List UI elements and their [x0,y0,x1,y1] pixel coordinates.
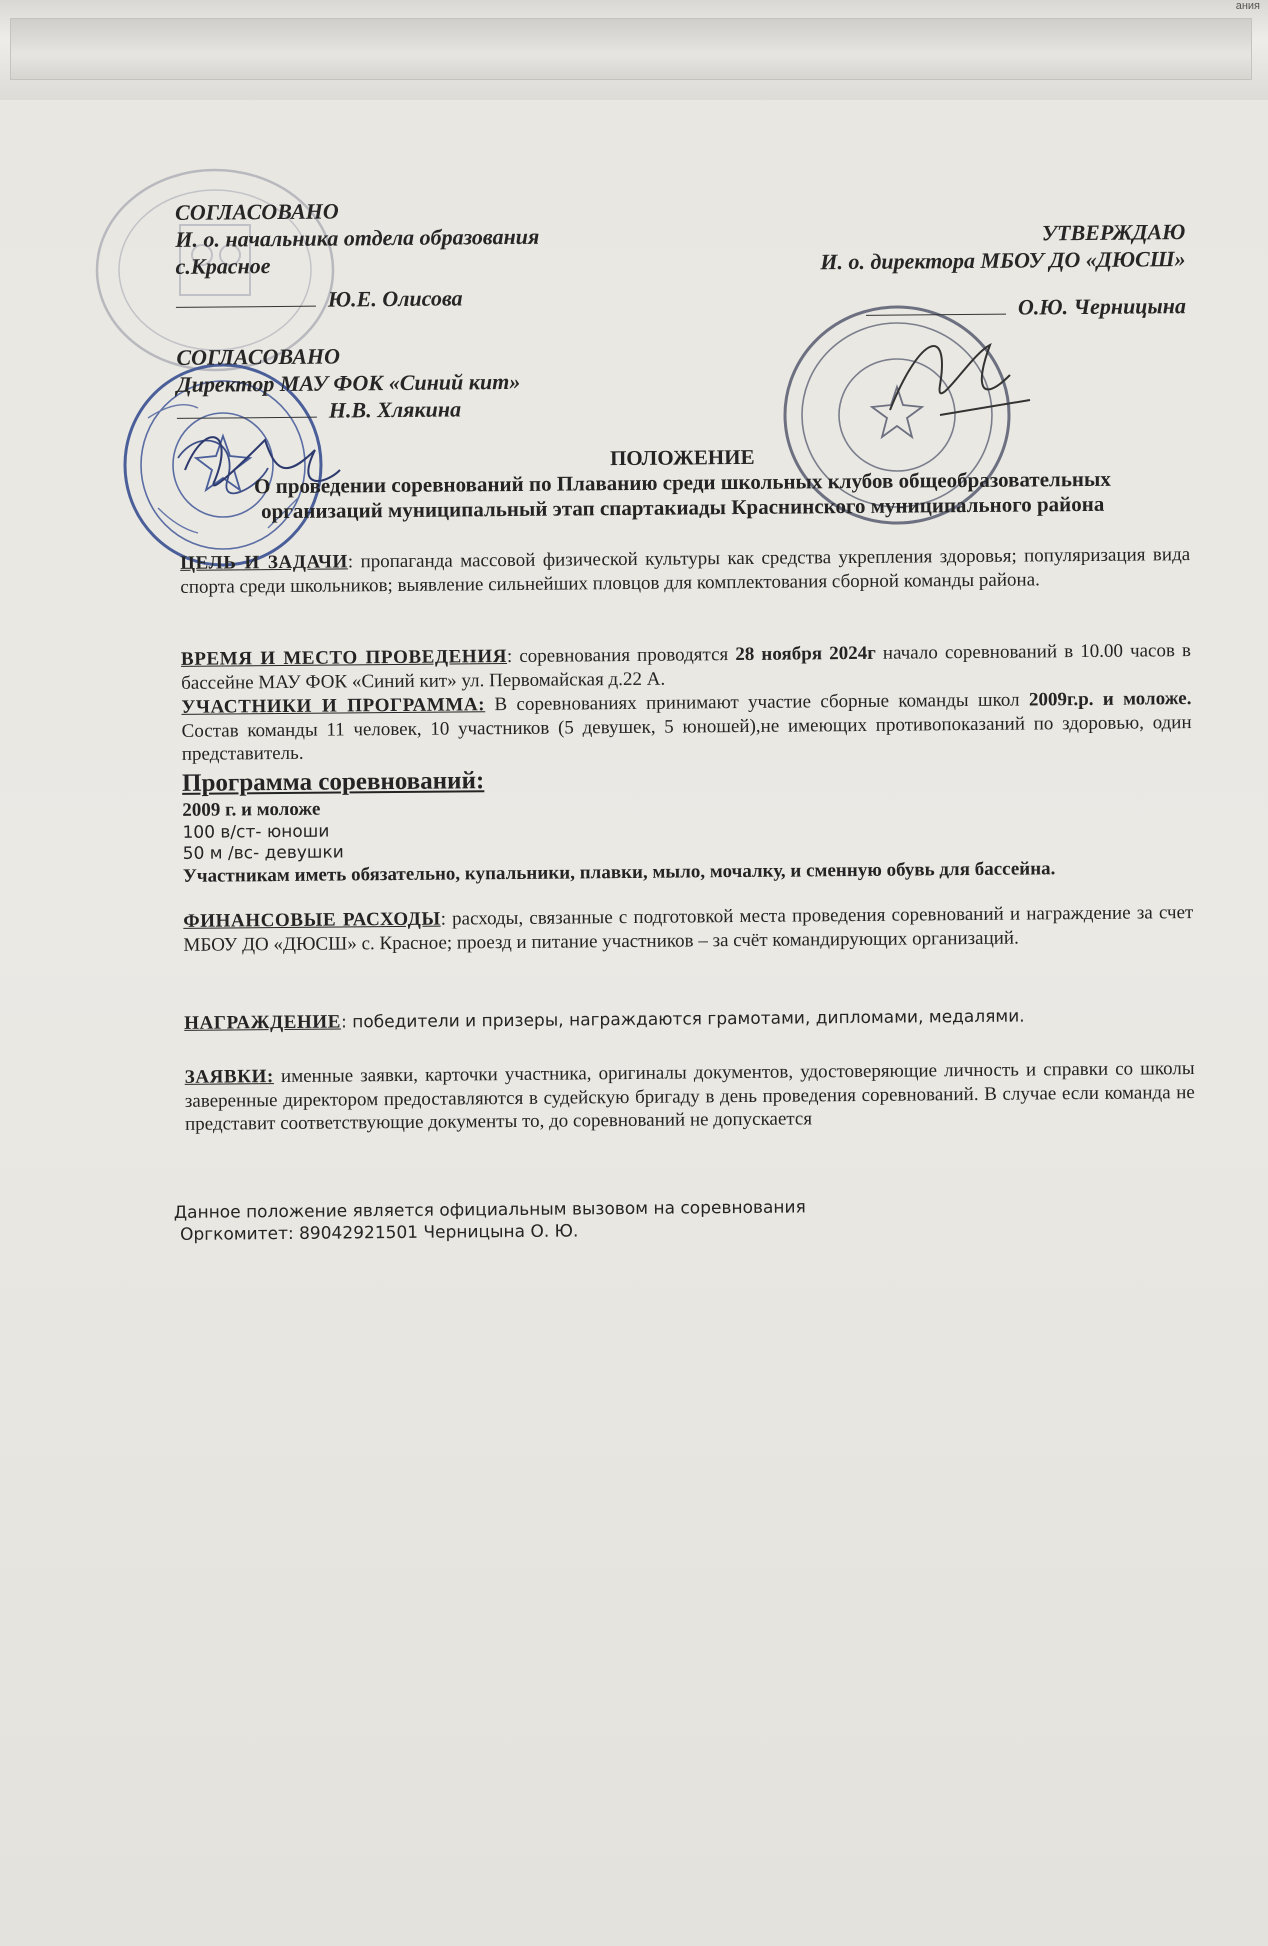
section-time-place [181,639,1191,695]
approval-position: Директор МАУ ФОК «Синий кит» [176,368,521,397]
approval-position: И. о. начальника отдела образования [175,223,540,252]
document-sheet [0,100,1268,1946]
section-text: В соревнованиях принимают участие сборные команды школ [485,689,1030,716]
section-heading: ФИНАНСОВЫЕ РАСХОДЫ [183,908,441,932]
section-finance [183,901,1193,957]
section-participants [181,687,1192,766]
signature-line [177,416,317,418]
signature-line [866,313,1006,315]
section-text: : победители и призеры, награждаются грамотами, дипломами, медалями. [340,1006,1025,1033]
title-heading: ПОЛОЖЕНИЕ [609,444,755,471]
approval-signer: Н.В. Хлякина [328,396,462,423]
event-date: 28 ноября 2024г [735,642,876,666]
approval-position: И. о. директора МБОУ ДО «ДЮСШ» [820,245,1186,275]
footer [174,1196,806,1246]
section-heading: НАГРАЖДЕНИЕ [184,1011,342,1034]
section-text: : расходы, связанные с подготовкой места проведения соревнований и награждение за счет МБОУ ДО «ДЮСШ» с. Красное; проезд и питание участников – за счёт командирующих организаций. [183,902,1194,956]
top-sheet [0,0,1268,101]
approval-signer: Ю.Е. Олисова [327,285,463,313]
approval-label: УТВЕРЖДАЮ [1041,219,1186,246]
section-applications [185,1057,1196,1136]
program-event: 50 м /вс- девушки [182,842,344,864]
document-title [167,441,1198,526]
section-heading: ЦЕЛЬ И ЗАДАЧИ [180,551,348,574]
section-text: : соревнования проводятся [506,644,736,668]
signature-right-icon [880,315,1040,435]
approval-director [765,219,1186,323]
section-program [182,759,1193,888]
corner-text: ания [1235,0,1260,12]
title-line-1: О проведении соревнований по Плаванию среди школьных клубов общеобразовательных [253,466,1111,499]
section-text: начало соревнований в 10.00 часов в бассейне МАУ ФОК «Синий кит» ул. Первомайская д.22 А. [181,640,1192,694]
section-goals [180,543,1190,599]
section-heading: ЗАЯВКИ: [184,1066,274,1088]
footer-line: Данное положение является официальным вызовом на соревнования [173,1197,806,1223]
approval-education-dept [175,197,540,315]
top-sheet-edge [10,18,1252,80]
section-text: : пропаганда массовой физической культуры как средства укрепления здоровья; популяризация вида спорта среди школьников; выявление сильнейших пловцов для комплектования сборной команды района. [180,544,1191,598]
program-event: 100 в/ст- юноши [182,821,330,843]
signature-line [176,306,316,308]
footer-line: Оргкомитет: 89042921501 Черницына О. Ю. [179,1221,579,1246]
program-age: 2009 г. и моложе [182,798,321,821]
program-note: Участникам иметь обязательно, купальники, плавки, мыло, мочалку, и сменную обувь для бассейна. [182,857,1056,887]
section-text: Состав команды 11 человек, 10 участников (5 девушек, 5 юношей),не имеющих противопоказаний по здоровью, один представитель. [181,711,1192,765]
section-text: именные заявки, карточки участника, оригиналы документов, удостоверяющие личность и справки со школы заверенные директором предоставляются в судейскую бригаду в день проведения соревнований. В случае если команда не представит соответствующие документы то, до соревнований не допускается [184,1058,1195,1135]
section-awards [184,1003,1194,1035]
title-line-2: организаций муниципальный этап спартакиады Краснинского муниципального района [260,492,1105,524]
approval-fok [176,342,520,425]
program-heading: Программа соревнований: [181,767,485,797]
age-group: 2009г.р. и моложе. [1028,688,1192,711]
section-heading: ВРЕМЯ И МЕСТО ПРОВЕДЕНИЯ [180,646,508,670]
approval-label: СОГЛАСОВАНО [174,198,339,225]
section-heading: УЧАСТНИКИ И ПРОГРАММА: [181,694,486,718]
approval-label: СОГЛАСОВАНО [176,343,341,370]
approval-signer: О.Ю. Черницына [1017,292,1187,320]
approval-place: с.Красное [175,252,271,279]
